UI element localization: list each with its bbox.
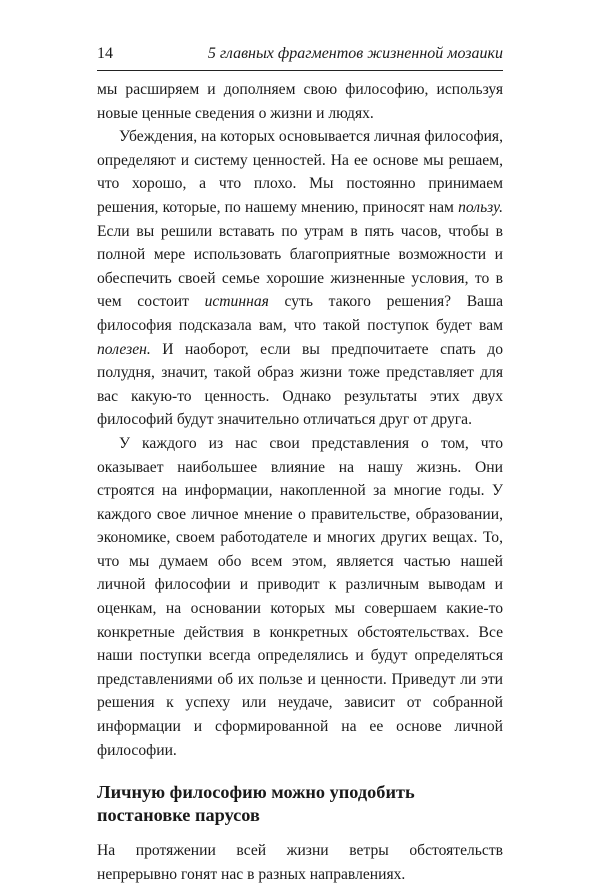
paragraph-text: Если вы решили вставать по утрам в пять часов, чтобы в полной мере использовать благоприятные возможности и обеспечить своей семье хорошие жизненные условия, то в чем состоит bbox=[97, 222, 503, 311]
section-paragraph: На протяжении всей жизни ветры обстоятельств непрерывно гонят нас в разных направлениях. bbox=[97, 842, 503, 883]
page-body bbox=[97, 78, 503, 886]
page-header bbox=[97, 40, 503, 71]
paragraph-text: суть такого решения? Ваша философия подсказала вам, что такой поступок будет вам bbox=[97, 293, 503, 334]
page-number: 14 bbox=[97, 45, 113, 62]
emphasis-useful: полезен. bbox=[97, 340, 151, 358]
section-heading-line: постановке парусов bbox=[97, 805, 260, 826]
paragraph-beliefs bbox=[97, 125, 503, 432]
emphasis-benefit: пользу. bbox=[458, 198, 503, 216]
paragraph-text: И наоборот, если вы предпочитаете спать до полудня, значит, такой образ жизни тоже представляет для вас какую-то ценность. Однако результаты этих двух философий будут значительно отличаться друг от друга. bbox=[97, 340, 503, 429]
section-heading bbox=[97, 781, 503, 827]
section-heading-line: Личную философию можно уподобить bbox=[97, 782, 415, 803]
paragraph-views: У каждого из нас свои представления о том, что оказывает наибольшее влияние на нашу жизнь. Они строятся на информации, накопленной за многие годы. У каждого свое личное мнение о правительстве, образовании, экономике, своем работодателе и многих других вещах. То, что мы думаем обо всем этом, является частью нашей личной философии и приводит к различным выводам и оценкам, на основании которых мы совершаем какие-то конкретные действия в конкретных обстоятельствах. Все наши поступки всегда определялись и будут определяться представлениями об их пользе и ценности. Приведут ли эти решения к успеху или неудаче, зависит от собранной информации и сформированной на ее основе личной философии. bbox=[97, 434, 503, 759]
paragraph-text: Убеждения, на которых основывается личная философия, определяют и систему ценностей. На ее основе мы решаем, что хорошо, а что плохо. Мы постоянно принимаем решения, которые, по нашему мнению, приносят нам bbox=[97, 128, 503, 216]
running-title: 5 главных фрагментов жизненной мозаики bbox=[207, 45, 503, 62]
paragraph-continued: мы расширяем и дополняем свою философию, используя новые ценные сведения о жизни и людях. bbox=[97, 81, 503, 122]
emphasis-true: истинная bbox=[204, 293, 269, 311]
